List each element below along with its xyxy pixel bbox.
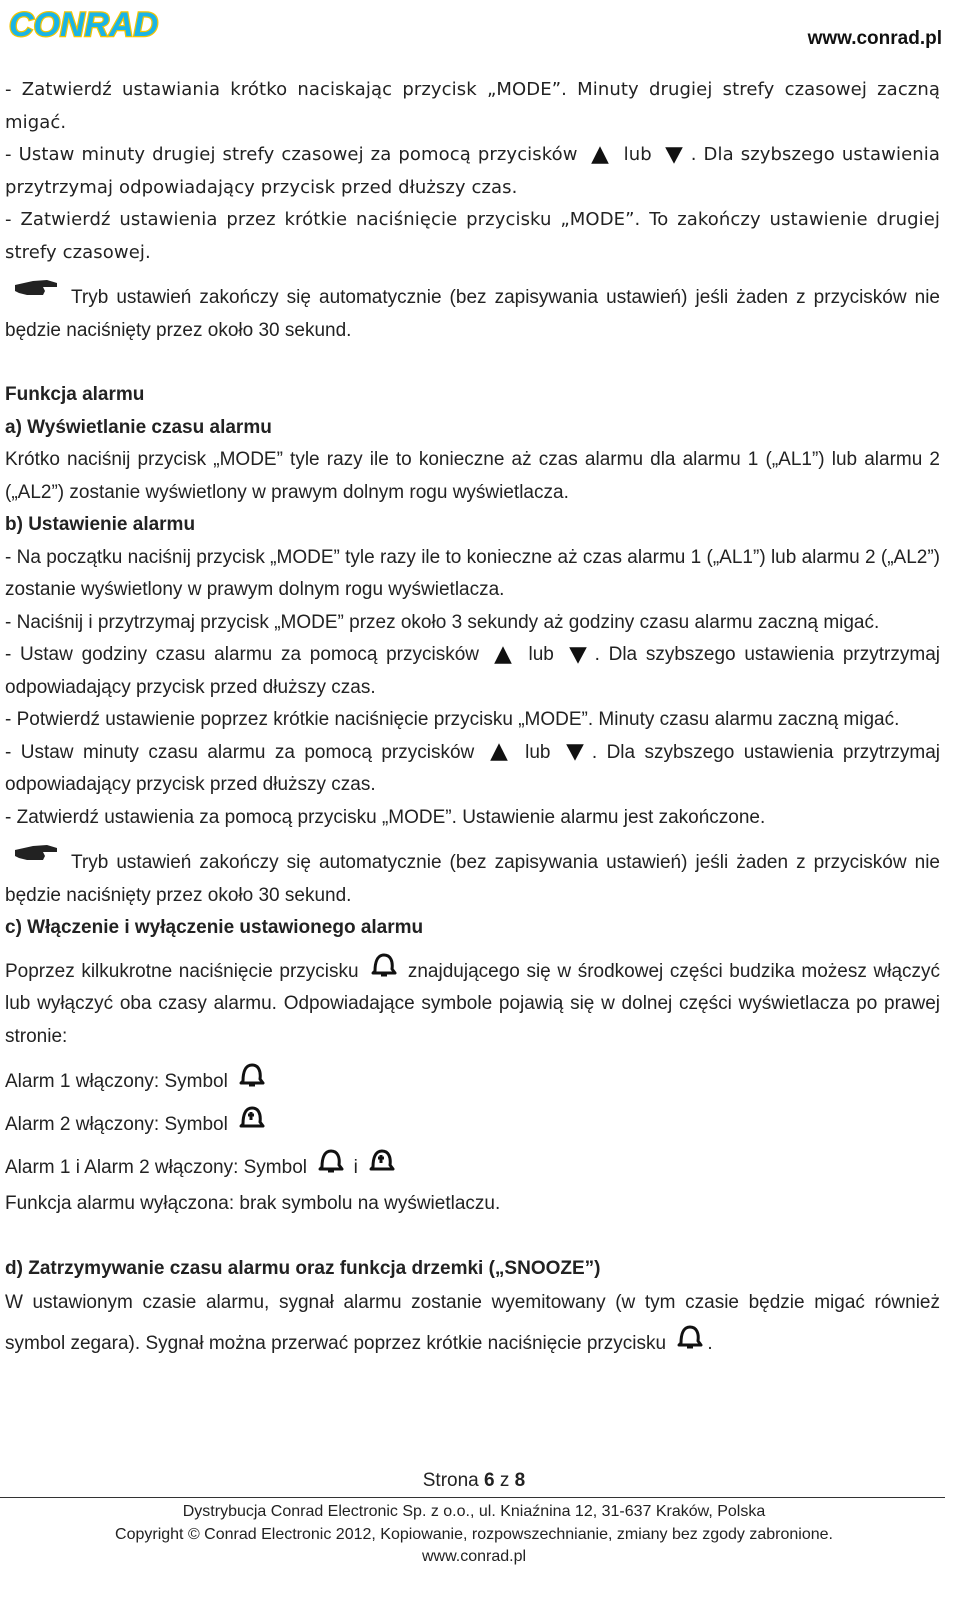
conrad-logo bbox=[5, 2, 165, 46]
alarm-2-on: Alarm 2 włączony: Symbol bbox=[5, 1102, 940, 1145]
alarm-off: Funkcja alarmu wyłączona: brak symbolu na wyświetlaczu. bbox=[5, 1193, 501, 1214]
alarm-c-title: c) Włączenie i wyłączenie ustawionego alarmu bbox=[5, 917, 424, 938]
bell-icon bbox=[673, 1321, 705, 1353]
hand-pointer-icon bbox=[13, 840, 61, 866]
footer-url[interactable]: www.conrad.pl bbox=[421, 1548, 527, 1565]
arrow-down-icon bbox=[564, 741, 586, 763]
arrow-up-icon bbox=[589, 144, 611, 166]
arrow-up-icon bbox=[492, 644, 514, 666]
footer bbox=[0, 1501, 948, 1569]
alarm-b2: - Naciśnij i przytrzymaj przycisk „MODE” przez około 3 sekundy aż godziny czasu alarmu zaczną migać. bbox=[5, 611, 880, 633]
intro-note: Tryb ustawień zakończy się automatycznie (bez zapisywania ustawień) jeśli żaden z przycisków nie będzie naciśnięty przez około 30 sekund. bbox=[5, 275, 940, 347]
bell-icon bbox=[314, 1145, 346, 1177]
bell-icon bbox=[367, 949, 399, 981]
alarm-title: Funkcja alarmu bbox=[5, 384, 145, 405]
bell-icon bbox=[235, 1059, 267, 1091]
intro-p3: - Zatwierdź ustawienia przez krótkie naciśnięcie przycisku „MODE”. To zakończy ustawienie drugiej strefy czasowej. bbox=[5, 209, 940, 263]
footer-divider bbox=[0, 1497, 945, 1498]
intro-p2: - Ustaw minuty drugiej strefy czasowej za pomocą przycisków lub . Dla szybszego ustawienia przytrzymaj odpowiadający przycisk przed dłuższy czas. bbox=[5, 144, 940, 198]
alarm-b5: - Ustaw minuty czasu alarmu za pomocą przycisków lub . Dla szybszego ustawienia przytrzymaj odpowiadający przycisk przed dłuższy czas. bbox=[5, 741, 940, 795]
alarm-both-on: Alarm 1 i Alarm 2 włączony: Symbol i bbox=[5, 1145, 940, 1188]
alarm-b1: - Na początku naciśnij przycisk „MODE” tyle razy ile to konieczne aż czas alarmu 1 („AL1”) lub alarmu 2 („AL2”) zostanie wyświetlony w prawym dolnym rogu wyświetlacza. bbox=[5, 546, 940, 600]
alarm-1-on: Alarm 1 włączony: Symbol bbox=[5, 1059, 940, 1102]
footer-copyright: Copyright © Conrad Electronic 2012, Kopiowanie, rozpowszechnianie, zmiany bez zgody zabronione. bbox=[115, 1525, 833, 1543]
bell-2-icon bbox=[235, 1102, 267, 1134]
alarm-d-text: W ustawionym czasie alarmu, sygnał alarmu zostanie wyemitowany (w tym czasie będzie migać również symbol zegara). Sygnał można przerwać poprzez krótkie naciśnięcie przycisku . bbox=[5, 1292, 940, 1354]
arrow-up-icon bbox=[488, 741, 510, 763]
alarm-a-text: Krótko naciśnij przycisk „MODE” tyle razy ile to konieczne aż czas alarmu dla alarmu 1 („AL1”) lub alarmu 2 („AL2”) zostanie wyświetlony w prawym dolnym rogu wyświetlacza. bbox=[5, 449, 940, 503]
alarm-b-title: b) Ustawienie alarmu bbox=[5, 514, 196, 535]
alarm-b4: - Potwierdź ustawienie poprzez krótkie naciśnięcie przycisku „MODE”. Minuty czasu alarmu zaczną migać. bbox=[5, 709, 900, 730]
page-content bbox=[5, 74, 940, 1362]
arrow-down-icon bbox=[567, 644, 589, 666]
logo-text: CONRAD bbox=[9, 6, 159, 44]
hand-pointer-icon bbox=[13, 275, 61, 301]
alarm-c-text: Poprzez kilkukrotne naciśnięcie przycisku znajdującego się w środkowej części budzika możesz włączyć lub wyłączyć oba czasy alarmu. Odpowiadające symbole pojawią się w dolnej części wyświetlacza po prawej stronie: bbox=[5, 949, 940, 1054]
alarm-d-title: d) Zatrzymywanie czasu alarmu oraz funkcja drzemki („SNOOZE”) bbox=[5, 1257, 601, 1279]
page-number: Strona 6 z 8 bbox=[422, 1470, 526, 1491]
alarm-a-title: a) Wyświetlanie czasu alarmu bbox=[5, 416, 272, 438]
intro-p1: - Zatwierdź ustawiania krótko naciskając przycisk „MODE”. Minuty drugiej strefy czasowej zaczną migać. bbox=[5, 79, 940, 133]
alarm-b3: - Ustaw godziny czasu alarmu za pomocą przycisków lub . Dla szybszego ustawienia przytrzymaj odpowiadający przycisk przed dłuższy czas. bbox=[5, 644, 940, 698]
alarm-b-note: Tryb ustawień zakończy się automatycznie (bez zapisywania ustawień) jeśli żaden z przycisków nie będzie naciśnięty przez około 30 sekund. bbox=[5, 840, 940, 912]
bell-2-icon bbox=[365, 1145, 397, 1177]
arrow-down-icon bbox=[663, 144, 685, 166]
footer-distributor: Dystrybucja Conrad Electronic Sp. z o.o., ul. Kniaźnina 12, 31-637 Kraków, Polska bbox=[182, 1503, 766, 1520]
alarm-b6: - Zatwierdź ustawienia za pomocą przycisku „MODE”. Ustawienie alarmu jest zakończone. bbox=[5, 806, 766, 828]
site-url[interactable]: www.conrad.pl bbox=[807, 28, 942, 49]
